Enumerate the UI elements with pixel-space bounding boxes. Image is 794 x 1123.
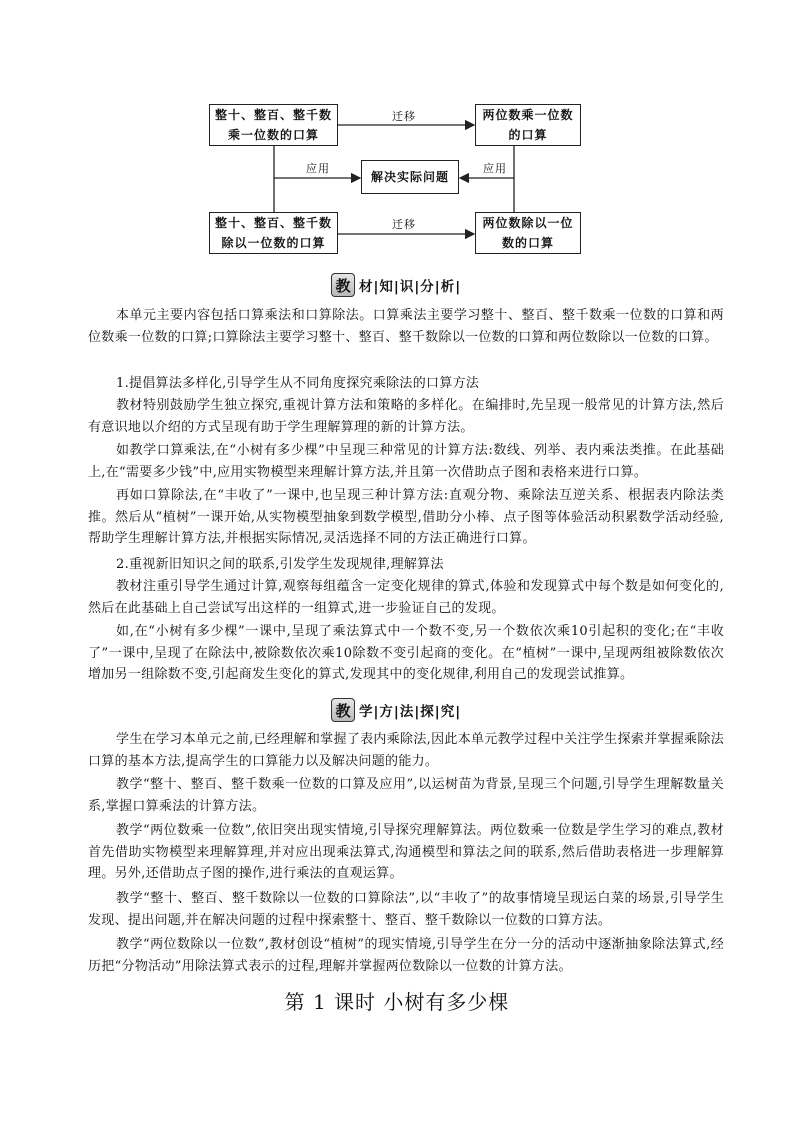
s1-paragraph-2: 教材特别鼓励学生独立探究,重视计算方法和策略的多样化。在编排时,先呈现一般常见的计算方法,然后有意识地以介绍的方式呈现有助于学生理解算理的新的计算方法。 (88, 398, 724, 435)
s1-heading-1: 1.提倡算法多样化,引导学生从不同角度探究乘除法的口算方法 (116, 376, 480, 391)
section-badge: 教 (331, 273, 355, 297)
section-header-textbook-analysis (331, 272, 461, 298)
lesson-title: 第 1 课时 小树有多少棵 (284, 990, 510, 1014)
transfer-label-top: 迁移 (392, 110, 416, 123)
s2-paragraph-3: 教学“两位数乘一位数”,依旧突出现实情境,引导探究理解算法。两位数乘一位数是学生学习的难点,教材首先借助实物模型来理解算理,并对应出现乘法算式,沟通模型和算法之间的联系,然后借助表格进一步理解算理。另外,还借助点子图的操作,进行乘法的直观运算。 (88, 823, 724, 881)
s1-paragraph-3: 如教学口算乘法,在“小树有多少棵”中呈现三种常见的计算方法:数线、列举、表内乘法类推。在此基础上,在“需要多少钱”中,应用实物模型来理解计算方法,并且第一次借助点子图和表格来进行口算。 (88, 443, 724, 480)
box-tl-line1: 整十、整百、整千数 (214, 108, 332, 122)
s2-paragraph-1: 学生在学习本单元之前,已经理解和掌握了表内乘除法,因此本单元教学过程中关注学生探索并掌握乘除法口算的基本方法,提高学生的口算能力以及解决问题的能力。 (88, 732, 724, 769)
section-title: 学|方|法|探|究| (359, 704, 462, 720)
box-center-label: 解决实际问题 (370, 170, 449, 184)
s1-paragraph-4: 再如口算除法,在“丰收了”一课中,也呈现三种计算方法:直观分物、乘除法互逆关系、根据表内除法类推。然后从“植树”一课开始,从实物模型抽象到数学模型,借助分小棒、点子图等体验活动积累数学活动经验,帮助学生理解计算方法,并根据实际情况,灵活选择不同的方法正确进行口算。 (88, 488, 724, 546)
s1-paragraph-6: 教材注重引导学生通过计算,观察每组蕴含一定变化规律的算式,体验和发现算式中每个数是如何变化的,然后在此基础上自己尝试写出这样的一组算式,进一步验证自己的发现。 (88, 579, 724, 616)
box-two-digit-divide (475, 212, 581, 254)
apply-label-right: 应用 (483, 162, 507, 175)
box-bl-line2: 除以一位数的口算 (221, 236, 326, 250)
s1-heading-2: 2.重视新旧知识之间的联系,引发学生发现规律,理解算法 (116, 557, 444, 572)
s1-paragraph-7: 如,在“小树有多少棵”一课中,呈现了乘法算式中一个数不变,另一个数依次乘10引起积的变化;在“丰收了”一课中,呈现了在除法中,被除数依次乘10除数不变引起商的变化。在“植树”一课中,呈现两组被除数依次增加另一组除数不变,引起商发生变化的算式,发现其中的变化规律,利用自己的发现尝试推算。 (88, 624, 724, 682)
box-two-digit-multiply (475, 104, 581, 146)
s2-paragraph-4: 教学“整十、整百、整千数除以一位数的口算除法”,以“丰收了”的故事情境呈现运白菜的场景,引导学生发现、提出问题,并在解决问题的过程中探索整十、整百、整千数除以一位数的口算方法。 (88, 891, 724, 928)
knowledge-structure-diagram (0, 0, 794, 270)
box-br-line1: 两位数除以一位 (482, 216, 574, 230)
s2-paragraph-5: 教学“两位数除以一位数”,教材创设“植树”的现实情境,引导学生在分一分的活动中逐渐抽象除法算式,经历把“分物活动”用除法算式表示的过程,理解并掌握两位数除以一位数的计算方法。 (88, 937, 724, 974)
box-tr-line1: 两位数乘一位数 (482, 108, 574, 122)
section-title: 材|知|识|分|析| (359, 279, 462, 295)
box-solve-problems (361, 160, 459, 194)
box-br-line2: 数的口算 (501, 236, 554, 250)
transfer-label-bottom: 迁移 (392, 218, 416, 231)
section-header-teaching-methods (331, 697, 461, 723)
box-tr-line2: 的口算 (508, 128, 548, 142)
section-badge: 教 (331, 698, 355, 722)
apply-label-left: 应用 (306, 162, 330, 175)
s2-paragraph-2: 教学“整十、整百、整千数乘一位数的口算及应用”,以运树苗为背景,呈现三个问题,引导学生理解数量关系,掌握口算乘法的计算方法。 (88, 777, 724, 814)
box-tl-line2: 乘一位数的口算 (227, 128, 319, 142)
box-multiply-whole-tens (209, 104, 338, 146)
box-bl-line1: 整十、整百、整千数 (214, 216, 332, 230)
box-divide-whole-tens (209, 212, 338, 254)
s1-paragraph-intro: 本单元主要内容包括口算乘法和口算除法。口算乘法主要学习整十、整百、整千数乘一位数的口算和两位数乘一位数的口算;口算除法主要学习整十、整百、整千数除以一位数的口算和两位数除以一位数的口算。 (88, 308, 724, 345)
